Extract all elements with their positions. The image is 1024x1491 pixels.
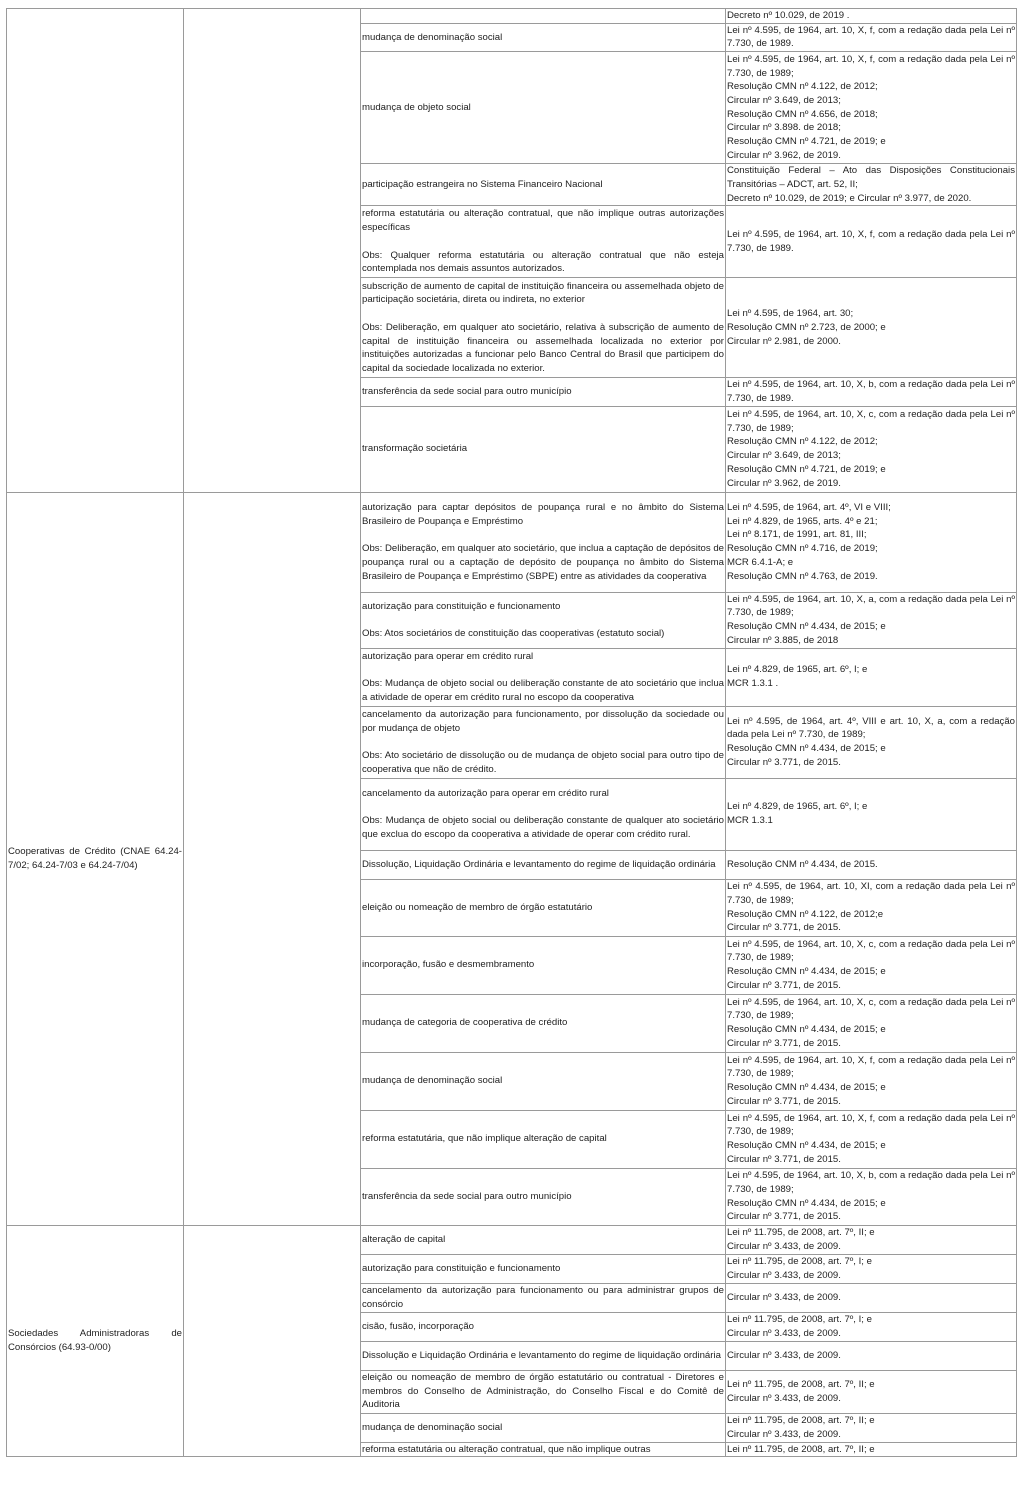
legal-basis-line: Lei nº 4.595, de 1964, art. 10, X, c, com a redação dada pela Lei nº 7.730, de 1989; <box>727 409 1015 434</box>
table-row <box>7 492 1017 592</box>
legal-basis-cell <box>726 1168 1017 1225</box>
legal-basis-cell <box>726 52 1017 164</box>
legal-basis-line: Circular nº 3.433, de 2009. <box>727 1349 841 1361</box>
subject-line: incorporação, fusão e desmembramento <box>362 959 535 971</box>
legal-basis-line: Lei nº 11.795, de 2008, art. 7º, II; e <box>727 1226 875 1238</box>
legal-basis-line: Resolução CMN nº 4.721, de 2019; e <box>727 463 886 475</box>
subject-cell <box>361 936 726 994</box>
legal-basis-line: Decreto nº 10.029, de 2019; e Circular nº 3.977, de 2020. <box>727 192 972 204</box>
subject-line: reforma estatutária ou alteração contratual, que não implique outras autorizações específicas <box>362 208 724 234</box>
legal-basis-cell <box>726 9 1017 24</box>
subject-cell <box>361 879 726 936</box>
legal-basis-line: Resolução CMN nº 4.434, de 2015; e <box>727 1197 886 1209</box>
legal-basis-cell <box>726 406 1017 492</box>
legal-basis-line: Resolução CMN nº 4.434, de 2015; e <box>727 621 886 633</box>
subject-line: Obs: Mudança de objeto social ou deliberação constante de qualquer ato societário que exclua do escopo da cooperativa a atividade de operar com crédito rural. <box>362 815 724 840</box>
legal-basis-line: MCR 6.4.1-A; e <box>727 556 794 568</box>
subject-line: mudança de denominação social <box>362 31 503 43</box>
legal-basis-line: Constituição Federal – Ato das Disposições Constitucionais Transitórias – ADCT, art. 52, II; <box>727 165 1015 190</box>
subject-line: cancelamento da autorização para funcionamento ou para administrar grupos de consórcio <box>362 1284 724 1310</box>
subject-line <box>362 735 724 749</box>
legal-basis-line: Lei nº 4.829, de 1965, art. 6º, I; e <box>727 801 868 813</box>
legal-basis-line: Lei nº 11.795, de 2008, art. 7º, II; e <box>727 1443 875 1455</box>
legal-basis-line: Resolução CMN nº 4.721, de 2019; e <box>727 136 886 148</box>
legal-basis-line: Circular nº 3.433, de 2009. <box>727 1240 841 1252</box>
subject-cell <box>361 1254 726 1283</box>
legal-basis-line: Lei nº 4.595, de 1964, art. 10, X, f, com a redação dada pela Lei nº 7.730, de 1989; <box>727 53 1015 79</box>
subject-line <box>362 613 724 627</box>
legal-basis-cell <box>726 1110 1017 1168</box>
legal-basis-line: Circular nº 2.981, de 2000. <box>727 335 841 347</box>
subject-line: Obs: Deliberação, em qualquer ato societário, que inclua a captação de depósitos de poupança rural ou a captação de depósito de poupança no âmbito do Sistema Brasileiro de Poupança e Empréstimo (SBPE) entre as atividades da cooperativa <box>362 543 724 582</box>
legal-basis-line: Circular nº 3.962, de 2019. <box>727 477 841 489</box>
legal-basis-line: Resolução CMN nº 4.434, de 2015; e <box>727 743 886 755</box>
subject-line: alteração de capital <box>362 1233 446 1245</box>
subject-cell <box>361 1442 726 1457</box>
legal-basis-line: Circular nº 3.898. de 2018; <box>727 122 841 134</box>
subject-line: transferência da sede social para outro município <box>362 386 572 398</box>
subject-line: Obs: Qualquer reforma estatutária ou alteração contratual que não esteja contemplada nos demais assuntos autorizados. <box>362 249 724 275</box>
legal-basis-line: Circular nº 3.433, de 2009. <box>727 1291 841 1303</box>
legal-basis-cell <box>726 206 1017 278</box>
subject-cell <box>361 1370 726 1413</box>
subject-cell <box>361 778 726 850</box>
subject-line <box>362 235 724 249</box>
legal-basis-line: Resolução CMN nº 4.122, de 2012; <box>727 436 878 448</box>
category-cell <box>7 9 184 493</box>
subject-cell <box>361 1283 726 1312</box>
legal-basis-cell <box>726 23 1017 51</box>
subject-line: Dissolução, Liquidação Ordinária e levantamento do regime de liquidação ordinária <box>362 858 716 870</box>
subject-line: autorização para operar em crédito rural <box>362 650 534 662</box>
legal-basis-line: Lei nº 4.595, de 1964, art. 4º, VI e VIII; <box>727 502 891 514</box>
subject-line: transformação societária <box>362 443 468 455</box>
category-cell: Cooperativas de Crédito (CNAE 64.24-7/02; 64.24-7/03 e 64.24-7/04) <box>7 492 184 1225</box>
legal-basis-line: Lei nº 4.595, de 1964, art. 10, X, f, com a redação dada pela Lei nº 7.730, de 1989. <box>727 229 1015 254</box>
subject-cell <box>361 1312 726 1341</box>
subject-line <box>362 307 724 321</box>
legal-basis-line: Lei nº 4.595, de 1964, art. 10, X, b, com a redação dada pela Lei nº 7.730, de 1989; <box>727 1170 1015 1195</box>
legal-basis-line: Resolução CMN nº 4.656, de 2018; <box>727 108 878 120</box>
legal-basis-line: Circular nº 3.433, de 2009. <box>727 1392 841 1404</box>
legal-basis-cell <box>726 1254 1017 1283</box>
subject-cell <box>361 278 726 378</box>
legal-basis-line: Circular nº 3.771, de 2015. <box>727 756 841 768</box>
category-cell: Sociedades Administradoras de Consórcios (64.93-0/00) <box>7 1225 184 1457</box>
legal-basis-cell <box>726 492 1017 592</box>
subject-cell <box>361 378 726 406</box>
subject-cell <box>361 52 726 164</box>
subject-cell <box>361 1413 726 1442</box>
legal-basis-line: Resolução CMN nº 4.716, de 2019; <box>727 543 878 555</box>
legal-basis-cell <box>726 1312 1017 1341</box>
legal-basis-line: MCR 1.3.1 <box>727 815 773 827</box>
legal-basis-line: Lei nº 4.595, de 1964, art. 10, X, f, com a redação dada pela Lei nº 7.730, de 1989; <box>727 1112 1015 1138</box>
legal-basis-line: Circular nº 3.771, de 2015. <box>727 1211 841 1223</box>
legal-basis-line: Lei nº 11.795, de 2008, art. 7º, I; e <box>727 1255 872 1267</box>
legal-basis-cell <box>726 1052 1017 1110</box>
legal-basis-line: Lei nº 8.171, de 1991, art. 81, III; <box>727 529 867 541</box>
subject-cell <box>361 164 726 206</box>
legal-basis-line: Lei nº 4.595, de 1964, art. 10, X, b, com a redação dada pela Lei nº 7.730, de 1989. <box>727 379 1015 404</box>
subject-cell <box>361 994 726 1052</box>
subject-line: eleição ou nomeação de membro de órgão estatutário ou contratual - Diretores e membros do Conselho de Administração, do Conselho Fiscal e do Comitê de Auditoria <box>362 1372 724 1411</box>
subject-line: Obs: Deliberação, em qualquer ato societário, relativa à subscrição de aumento de capital de instituição financeira ou assemelhada localizada no exterior por instituições autorizadas a funcionar pelo Banco Central do Brasil que participem do capital da sociedade localizada no exterior. <box>362 321 724 374</box>
legal-basis-line: Circular nº 3.771, de 2015. <box>727 1153 841 1165</box>
subject-line: reforma estatutária, que não implique alteração de capital <box>362 1133 607 1145</box>
subject-cell <box>361 1341 726 1370</box>
legal-basis-line: Circular nº 3.433, de 2009. <box>727 1327 841 1339</box>
subject-cell <box>361 592 726 648</box>
subject-cell <box>361 23 726 51</box>
subject-cell <box>361 850 726 879</box>
legal-basis-line: Lei nº 11.795, de 2008, art. 7º, II; e <box>727 1414 875 1426</box>
legal-basis-cell <box>726 1225 1017 1254</box>
legal-basis-cell <box>726 1341 1017 1370</box>
legal-basis-line: MCR 1.3.1 . <box>727 678 779 690</box>
subject-line: cancelamento da autorização para funcionamento, por dissolução da sociedade ou por mudança de objeto <box>362 708 724 734</box>
subject-cell <box>361 492 726 592</box>
legal-basis-line: Resolução CNM nº 4.434, de 2015. <box>727 858 878 870</box>
legal-basis-cell <box>726 1370 1017 1413</box>
legal-basis-line: Circular nº 3.885, de 2018 <box>727 634 839 646</box>
subject-cell <box>361 1110 726 1168</box>
table-row <box>7 1225 1017 1254</box>
legal-basis-line: Lei nº 4.595, de 1964, art. 10, X, c, com a redação dada pela Lei nº 7.730, de 1989; <box>727 938 1015 964</box>
legal-basis-cell <box>726 850 1017 879</box>
legal-basis-cell <box>726 1283 1017 1312</box>
subject-line: cisão, fusão, incorporação <box>362 1320 474 1332</box>
subject-line <box>362 663 724 677</box>
legal-basis-line: Lei nº 11.795, de 2008, art. 7º, II; e <box>727 1378 875 1390</box>
subject-line: Obs: Mudança de objeto social ou deliberação constante de ato societário que inclua a atividade de operar em crédito rural no escopo da cooperativa <box>362 678 724 703</box>
subject-line: subscrição de aumento de capital de instituição financeira ou assemelhada objeto de participação societária, direta ou indireta, no exterior <box>362 280 724 306</box>
legal-basis-cell <box>726 378 1017 406</box>
legal-basis-cell <box>726 1413 1017 1442</box>
subject-line: mudança de denominação social <box>362 1075 503 1087</box>
legal-basis-line: Circular nº 3.649, de 2013; <box>727 94 841 106</box>
subject-line: mudança de objeto social <box>362 101 471 113</box>
legal-basis-line: Circular nº 3.962, de 2019. <box>727 149 841 161</box>
subject-line: Dissolução e Liquidação Ordinária e levantamento do regime de liquidação ordinária <box>362 1349 721 1361</box>
blank-cell <box>184 9 361 493</box>
legal-basis-cell <box>726 778 1017 850</box>
subject-cell <box>361 706 726 778</box>
legal-basis-line: Lei nº 4.595, de 1964, art. 4º, VIII e art. 10, X, a, com a redação dada pela Lei nº 7.730, de 1989; <box>727 715 1015 741</box>
legal-basis-line: Resolução CMN nº 2.723, de 2000; e <box>727 321 886 333</box>
subject-line: transferência da sede social para outro município <box>362 1190 572 1202</box>
subject-line: Obs: Atos societários de constituição das cooperativas (estatuto social) <box>362 627 665 639</box>
subject-line: reforma estatutária ou alteração contratual, que não implique outras <box>362 1443 651 1455</box>
subject-cell <box>361 1225 726 1254</box>
legal-basis-line: Lei nº 4.595, de 1964, art. 10, X, f, com a redação dada pela Lei nº 7.730, de 1989; <box>727 1054 1015 1080</box>
subject-line: eleição ou nomeação de membro de órgão estatutário <box>362 901 593 913</box>
legal-basis-line: Lei nº 4.829, de 1965, art. 6º, I; e <box>727 664 868 676</box>
legal-basis-cell <box>726 278 1017 378</box>
legal-basis-line: Lei nº 11.795, de 2008, art. 7º, I; e <box>727 1313 872 1325</box>
subject-cell <box>361 1168 726 1225</box>
subject-line: autorização para constituição e funcionamento <box>362 1262 561 1274</box>
subject-line: mudança de denominação social <box>362 1421 503 1433</box>
subject-cell <box>361 648 726 706</box>
legal-basis-line: Resolução CMN nº 4.434, de 2015; e <box>727 1140 886 1152</box>
legal-basis-line: Resolução CMN nº 4.122, de 2012;e <box>727 908 884 920</box>
legal-basis-line: Decreto nº 10.029, de 2019 . <box>727 10 850 21</box>
subject-line: autorização para constituição e funcionamento <box>362 600 561 612</box>
subject-line <box>362 9 724 23</box>
table-row <box>7 9 1017 24</box>
legal-basis-cell <box>726 164 1017 206</box>
subject-line <box>362 800 724 814</box>
subject-line: Obs: Ato societário de dissolução ou de mudança de objeto social para outro tipo de cooperativa que não de crédito. <box>362 749 724 775</box>
legal-basis-line: Resolução CMN nº 4.122, de 2012; <box>727 81 878 93</box>
subject-line: autorização para captar depósitos de poupança rural e no âmbito do Sistema Brasileiro de Poupança e Empréstimo <box>362 502 724 527</box>
legal-basis-line: Circular nº 3.649, de 2013; <box>727 450 841 462</box>
legal-basis-cell <box>726 994 1017 1052</box>
legal-basis-line: Circular nº 3.771, de 2015. <box>727 1095 841 1107</box>
legal-basis-cell <box>726 1442 1017 1457</box>
legal-basis-line: Lei nº 4.595, de 1964, art. 30; <box>727 308 854 320</box>
legal-basis-line: Circular nº 3.771, de 2015. <box>727 1037 841 1049</box>
legal-basis-cell <box>726 706 1017 778</box>
subject-cell <box>361 206 726 278</box>
legal-basis-line: Lei nº 4.829, de 1965, arts. 4º e 21; <box>727 515 878 527</box>
legal-basis-line: Resolução CMN nº 4.434, de 2015; e <box>727 1024 886 1036</box>
legal-basis-line: Resolução CMN nº 4.434, de 2015; e <box>727 1082 886 1094</box>
legal-basis-line: Resolução CMN nº 4.763, de 2019. <box>727 570 878 582</box>
legal-basis-cell <box>726 879 1017 936</box>
legal-basis-line: Circular nº 3.771, de 2015. <box>727 922 841 934</box>
legal-basis-line: Lei nº 4.595, de 1964, art. 10, X, f, com a redação dada pela Lei nº 7.730, de 1989. <box>727 24 1015 50</box>
blank-cell <box>184 1225 361 1457</box>
legal-basis-line: Lei nº 4.595, de 1964, art. 10, X, a, com a redação dada pela Lei nº 7.730, de 1989; <box>727 593 1015 619</box>
legal-basis-cell <box>726 592 1017 648</box>
subject-cell <box>361 406 726 492</box>
legal-basis-cell <box>726 648 1017 706</box>
subject-line: mudança de categoria de cooperativa de crédito <box>362 1017 568 1029</box>
subject-line <box>362 528 724 542</box>
legal-basis-line: Circular nº 3.433, de 2009. <box>727 1428 841 1440</box>
legal-basis-line: Lei nº 4.595, de 1964, art. 10, X, c, com a redação dada pela Lei nº 7.730, de 1989; <box>727 996 1015 1022</box>
subject-cell <box>361 9 726 24</box>
blank-cell <box>184 492 361 1225</box>
subject-line: cancelamento da autorização para operar em crédito rural <box>362 787 609 799</box>
legal-basis-line: Resolução CMN nº 4.434, de 2015; e <box>727 966 886 978</box>
legal-basis-cell <box>726 936 1017 994</box>
subject-cell <box>361 1052 726 1110</box>
regulation-table <box>6 8 1017 1457</box>
legal-basis-line: Circular nº 3.771, de 2015. <box>727 979 841 991</box>
legal-basis-line: Lei nº 4.595, de 1964, art. 10, XI, com a redação dada pela Lei nº 7.730, de 1989; <box>727 881 1015 906</box>
subject-line: participação estrangeira no Sistema Financeiro Nacional <box>362 178 603 190</box>
legal-basis-line: Circular nº 3.433, de 2009. <box>727 1269 841 1281</box>
